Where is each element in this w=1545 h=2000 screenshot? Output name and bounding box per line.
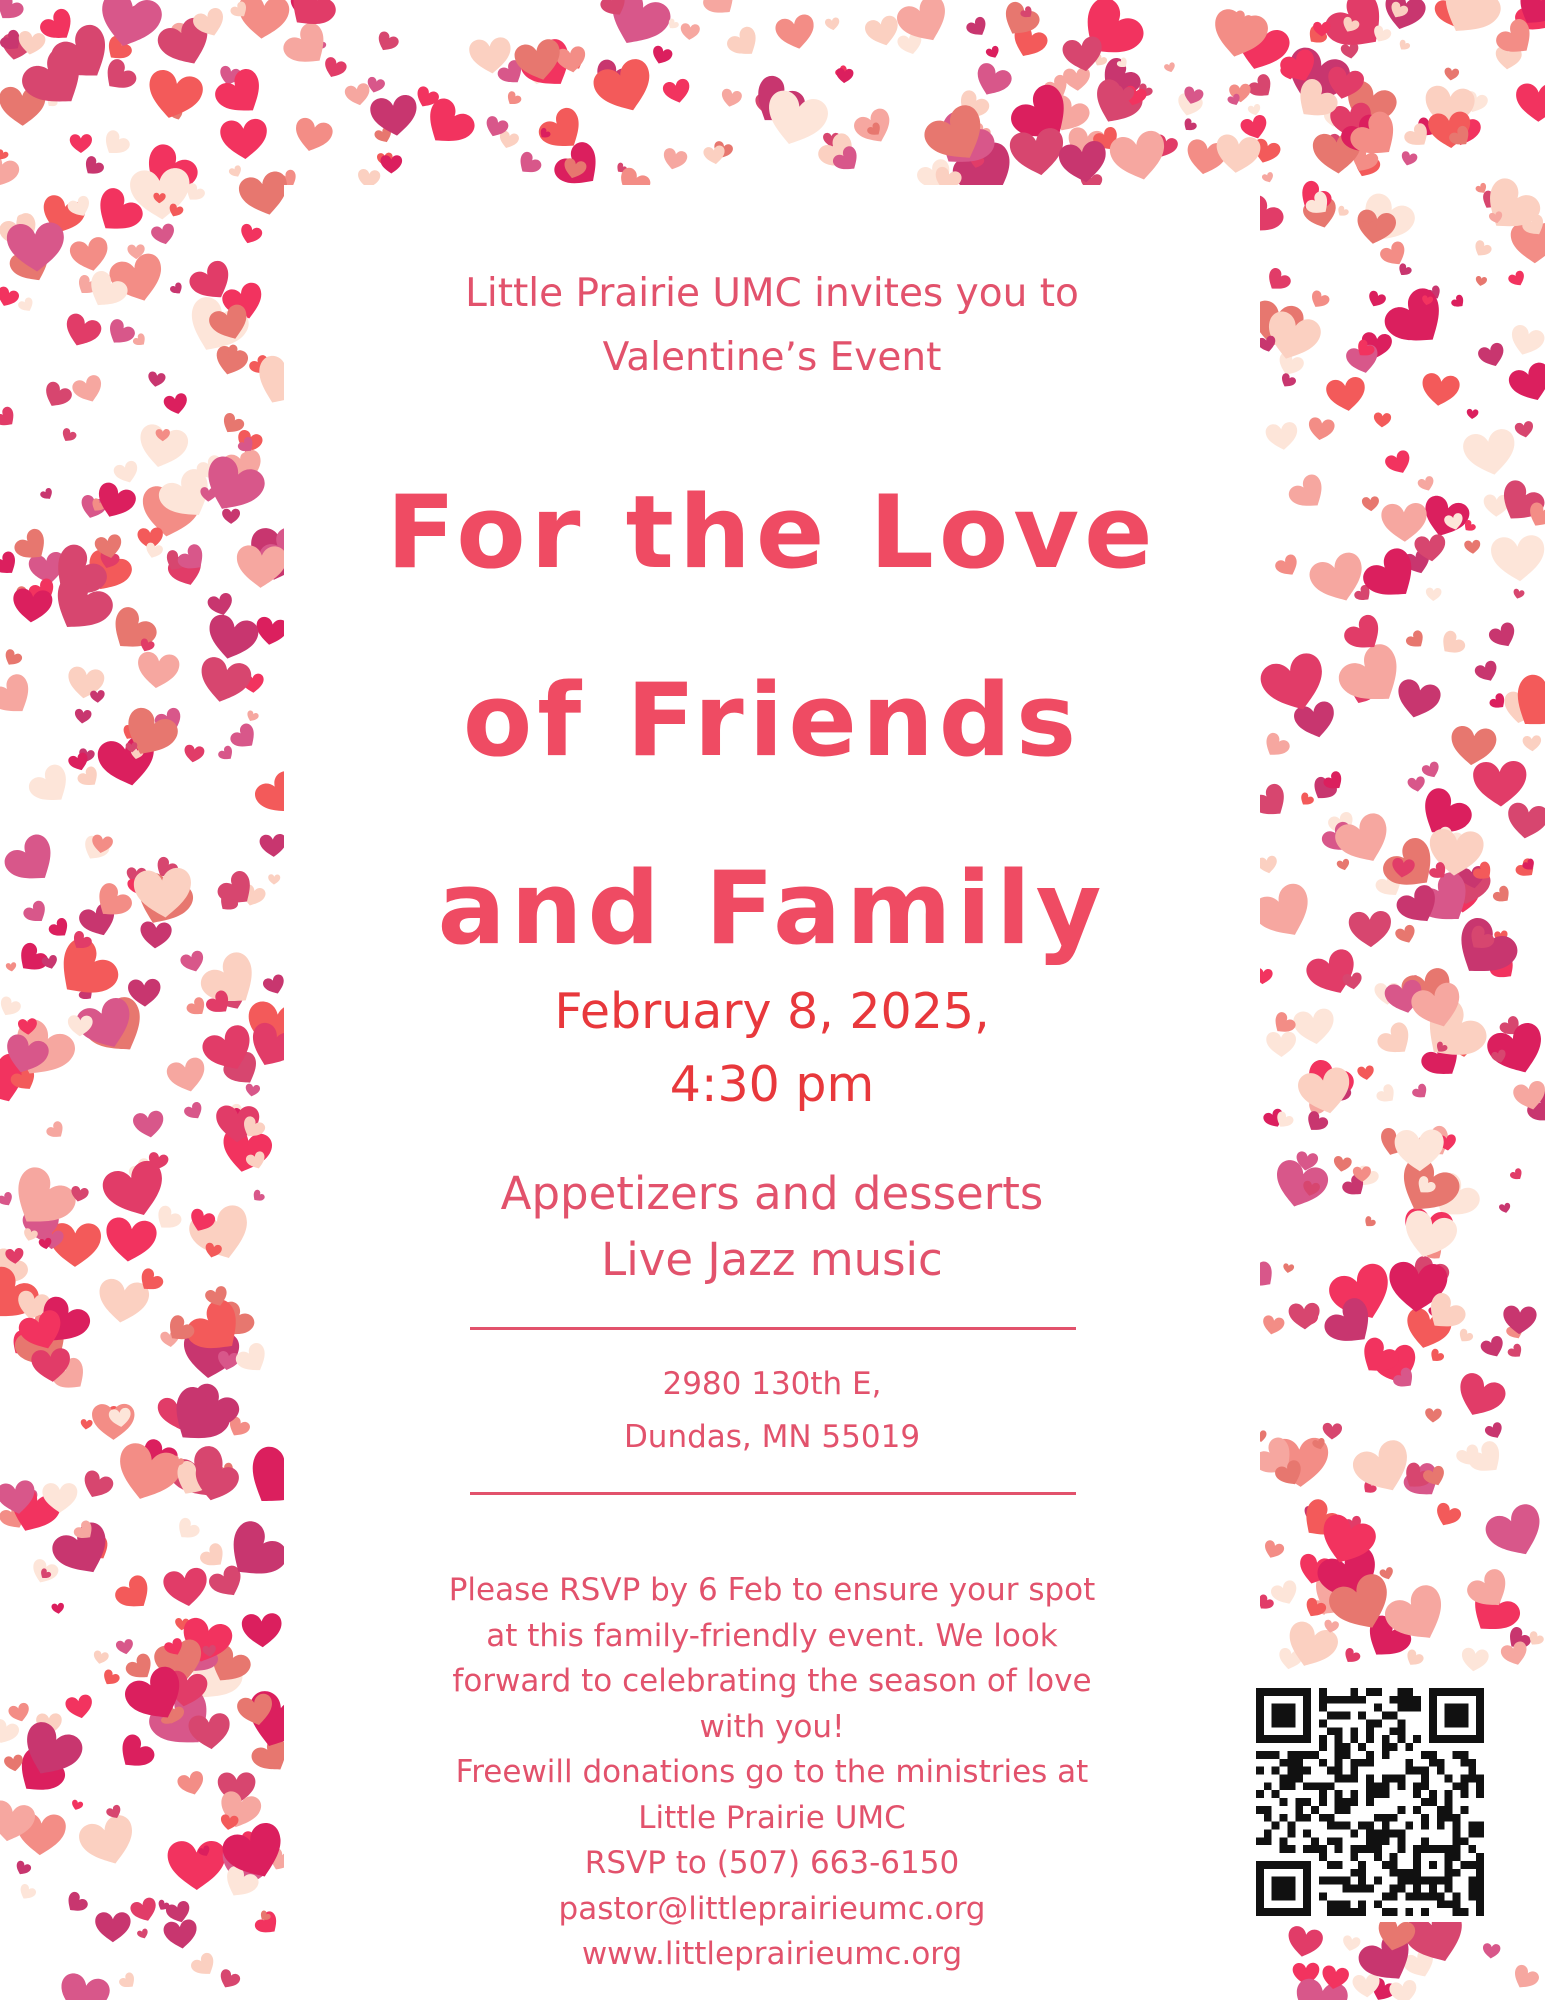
invitation-intro xyxy=(284,262,1260,390)
offering-food: Appetizers and desserts xyxy=(500,1167,1044,1220)
heart-icon xyxy=(1063,67,1092,92)
heart-icon xyxy=(649,44,673,67)
heart-icon xyxy=(1302,1109,1330,1136)
heart-icon xyxy=(195,655,254,708)
heart-icon xyxy=(17,296,36,314)
title-line-2: of Friends xyxy=(462,661,1082,779)
heart-icon xyxy=(1404,629,1428,652)
heart-icon xyxy=(3,1754,24,1773)
heart-icon xyxy=(80,154,106,179)
heart-icon xyxy=(724,24,764,63)
heart-icon xyxy=(103,603,161,660)
heart-icon xyxy=(136,1928,149,1941)
heart-icon xyxy=(1246,72,1278,103)
heart-icon xyxy=(1403,1648,1425,1669)
heart-icon xyxy=(1260,731,1292,762)
event-address xyxy=(284,1358,1260,1464)
heart-icon xyxy=(1407,776,1426,793)
heart-icon xyxy=(680,23,701,41)
heart-icon xyxy=(1292,1007,1337,1046)
heart-icon xyxy=(1506,360,1545,407)
heart-icon xyxy=(1380,0,1428,34)
heart-icon xyxy=(179,949,207,975)
heart-icon xyxy=(1443,67,1459,81)
heart-icon xyxy=(169,281,185,296)
heart-icon xyxy=(47,916,73,941)
heart-icon xyxy=(1450,293,1467,310)
heart-icon xyxy=(25,761,77,812)
heart-icon xyxy=(237,222,263,246)
qr-code[interactable] xyxy=(1250,1682,1490,1922)
title-line-1: For the Love xyxy=(386,473,1158,591)
heart-icon xyxy=(1373,412,1391,428)
intro-line-2: Valentine’s Event xyxy=(602,335,942,380)
heart-icon xyxy=(139,921,172,949)
address-street: 2980 130th E, xyxy=(662,1366,882,1402)
rsvp-line-2: at this family-friendly event. We look xyxy=(486,1617,1058,1654)
heart-icon xyxy=(1379,283,1456,358)
heart-icon xyxy=(504,90,523,108)
heart-icon xyxy=(1466,1438,1509,1481)
heart-icon xyxy=(1394,923,1418,946)
heart-icon xyxy=(662,78,693,106)
heart-icon xyxy=(60,311,104,352)
heart-icon xyxy=(198,1541,230,1573)
heart-icon xyxy=(1399,150,1418,167)
heart-icon xyxy=(774,13,818,53)
heart-icon xyxy=(112,1731,157,1776)
heart-icon xyxy=(211,65,272,125)
heart-icon xyxy=(1451,1370,1509,1424)
heart-icon xyxy=(135,422,191,472)
heart-icon xyxy=(98,56,139,97)
heart-icon xyxy=(1285,471,1331,516)
heart-icon xyxy=(129,1896,161,1925)
heart-icon xyxy=(1322,1423,1342,1440)
heart-icon xyxy=(0,1191,15,1209)
heart-icon xyxy=(115,1638,134,1655)
heart-icon xyxy=(45,1120,68,1143)
heart-icon xyxy=(1506,1342,1525,1361)
heart-icon xyxy=(70,1799,84,1812)
heart-icon xyxy=(1425,1408,1442,1423)
heart-icon xyxy=(1461,427,1520,480)
heart-icon xyxy=(173,1516,202,1544)
heart-icon xyxy=(1239,113,1271,142)
heart-icon xyxy=(168,1841,226,1890)
heart-icon xyxy=(1341,1935,1361,1953)
heart-icon xyxy=(253,1909,283,1939)
rsvp-line-1: Please RSVP by 6 Feb to ensure your spot xyxy=(448,1572,1096,1608)
heart-icon xyxy=(112,459,141,486)
heart-icon xyxy=(1394,1129,1444,1172)
heart-icon xyxy=(1411,1082,1431,1102)
heart-icon xyxy=(189,1951,220,1981)
heart-icon xyxy=(1,648,23,669)
heart-icon xyxy=(95,1912,130,1942)
heart-icon xyxy=(514,150,544,179)
heart-icon xyxy=(132,1110,166,1140)
heart-icon xyxy=(13,1860,32,1878)
heart-icon xyxy=(1181,117,1198,134)
heart-icon xyxy=(1214,133,1262,175)
heart-icon xyxy=(74,708,92,724)
heart-icon xyxy=(1325,376,1368,414)
heart-icon xyxy=(117,1971,138,1992)
heart-icon xyxy=(1449,725,1498,768)
heart-icon xyxy=(203,612,260,664)
heart-icon xyxy=(1509,1167,1525,1183)
heart-icon xyxy=(165,1056,209,1096)
heart-icon xyxy=(1061,35,1105,75)
heart-icon xyxy=(1427,1347,1445,1365)
heart-icon xyxy=(222,509,240,524)
event-offerings xyxy=(284,1161,1260,1293)
heart-icon xyxy=(1357,1065,1375,1081)
heart-icon xyxy=(1432,1501,1463,1530)
heart-icon xyxy=(0,830,64,893)
heart-icon xyxy=(56,1971,112,2000)
heart-icon xyxy=(216,1968,242,1992)
heart-icon xyxy=(206,592,235,619)
heart-icon xyxy=(0,405,19,432)
heart-icon xyxy=(162,1566,211,1609)
heart-icon xyxy=(1335,205,1350,219)
heart-icon xyxy=(1505,801,1545,841)
heart-icon xyxy=(1471,239,1493,260)
heart-icon xyxy=(985,45,1001,60)
heart-icon xyxy=(143,67,206,124)
heart-icon xyxy=(1358,543,1426,610)
heart-icon xyxy=(183,1100,206,1122)
heart-icon xyxy=(1473,760,1528,807)
event-title xyxy=(284,438,1260,1002)
heart-icon xyxy=(64,1693,95,1720)
heart-icon xyxy=(1487,620,1520,652)
heart-icon xyxy=(1307,416,1336,442)
heart-icon xyxy=(1476,341,1508,370)
event-date: February 8, 2025, xyxy=(554,983,990,1040)
divider-top xyxy=(470,1327,1076,1330)
heart-icon xyxy=(1263,266,1293,296)
heart-icon xyxy=(150,222,177,247)
heart-icon xyxy=(0,670,39,723)
heart-icon xyxy=(176,1770,207,1799)
heart-icon xyxy=(824,17,840,31)
intro-line-1: Little Prairie UMC invites you to xyxy=(465,271,1079,316)
heart-icon xyxy=(1482,1943,1501,1959)
heart-icon xyxy=(1456,1327,1474,1345)
heart-icon xyxy=(51,1603,65,1615)
heart-icon xyxy=(59,427,78,445)
heart-icon xyxy=(1460,1647,1490,1673)
heart-icon xyxy=(1383,449,1414,478)
heart-icon xyxy=(1475,276,1488,287)
heart-icon xyxy=(1507,269,1528,289)
heart-icon xyxy=(1388,1979,1419,2000)
heart-icon xyxy=(1417,475,1437,493)
heart-icon xyxy=(1490,534,1545,583)
heart-icon xyxy=(103,1216,158,1264)
heart-icon xyxy=(1269,1157,1331,1213)
heart-icon xyxy=(245,710,260,724)
heart-icon xyxy=(1507,323,1545,360)
heart-icon xyxy=(1341,1647,1362,1667)
heart-icon xyxy=(17,1883,38,1903)
heart-icon xyxy=(291,116,335,156)
heart-icon xyxy=(90,690,105,703)
heart-icon xyxy=(183,744,205,764)
qr-code-icon xyxy=(1256,1688,1484,1916)
heart-icon xyxy=(250,1189,266,1205)
heart-icon xyxy=(1261,1539,1285,1561)
heart-icon xyxy=(863,14,902,50)
heart-icon xyxy=(1288,1302,1320,1330)
heart-icon xyxy=(1509,1963,1541,1994)
rsvp-details xyxy=(284,1568,1260,1978)
heart-icon xyxy=(1481,1500,1545,1566)
heart-icon xyxy=(374,30,401,55)
heart-icon xyxy=(1107,128,1170,185)
heart-icon xyxy=(1375,1082,1400,1107)
heart-icon xyxy=(1342,972,1363,991)
heart-icon xyxy=(1396,262,1413,278)
heart-icon xyxy=(241,1613,282,1648)
heart-icon xyxy=(1484,1421,1506,1442)
event-date-time xyxy=(284,975,1260,1121)
heart-icon xyxy=(1265,421,1300,452)
heart-icon xyxy=(0,0,26,26)
heart-icon xyxy=(39,487,55,502)
heart-icon xyxy=(1491,884,1514,906)
heart-icon xyxy=(103,317,137,350)
rsvp-phone: RSVP to (507) 663-6150 xyxy=(584,1845,960,1881)
heart-icon xyxy=(96,1277,151,1326)
heart-icon xyxy=(259,834,287,858)
heart-icon xyxy=(1436,628,1467,659)
donation-line-2: Little Prairie UMC xyxy=(638,1799,906,1836)
heart-icon xyxy=(244,1083,260,1097)
heart-icon xyxy=(40,380,74,413)
rsvp-line-4: with you! xyxy=(699,1708,845,1745)
heart-icon xyxy=(1247,103,1262,116)
rsvp-website[interactable]: www.littleprairieumc.org xyxy=(581,1936,963,1972)
heart-icon xyxy=(344,82,372,107)
rsvp-line-3: forward to celebrating the season of love xyxy=(452,1663,1092,1699)
heart-icon xyxy=(268,874,280,885)
heart-icon xyxy=(228,164,244,179)
heart-icon xyxy=(135,651,180,691)
heart-icon xyxy=(1514,420,1535,439)
heart-icon xyxy=(1340,42,1360,60)
heart-icon xyxy=(1498,1202,1511,1214)
donation-line-1: Freewill donations go to the ministries at xyxy=(455,1754,1089,1790)
rsvp-email[interactable]: pastor@littleprairieumc.org xyxy=(558,1890,986,1927)
heart-icon xyxy=(70,134,92,153)
heart-icon xyxy=(217,744,237,763)
heart-icon xyxy=(0,995,23,1020)
heart-icon xyxy=(1269,1579,1301,1609)
offering-music: Live Jazz music xyxy=(601,1233,943,1286)
heart-icon xyxy=(1362,1215,1377,1229)
heart-icon xyxy=(965,15,991,40)
divider-bottom xyxy=(470,1492,1076,1495)
heart-icon xyxy=(21,899,51,928)
heart-icon xyxy=(5,962,17,972)
heart-icon xyxy=(1266,1032,1296,1058)
heart-icon xyxy=(719,88,742,109)
heart-icon xyxy=(1362,496,1380,512)
heart-icon xyxy=(700,0,742,22)
heart-icon xyxy=(1516,83,1545,122)
heart-icon xyxy=(220,118,269,160)
heart-icon xyxy=(1421,760,1443,780)
heart-icon xyxy=(1374,1019,1418,1062)
heart-icon xyxy=(1261,1314,1286,1336)
heart-icon xyxy=(1332,1155,1352,1173)
heart-icon xyxy=(228,721,261,754)
heart-icon xyxy=(112,1572,157,1617)
heart-icon xyxy=(661,147,689,172)
heart-icon xyxy=(70,373,106,406)
heart-icon xyxy=(1307,289,1331,312)
heart-icon xyxy=(1282,1263,1294,1274)
heart-icon xyxy=(1285,1925,1325,1960)
heart-icon xyxy=(1306,549,1371,610)
heart-icon xyxy=(1348,911,1392,948)
heart-icon xyxy=(1333,638,1414,717)
heart-icon xyxy=(185,995,210,1019)
heart-icon xyxy=(1466,409,1478,420)
heart-icon xyxy=(1425,587,1441,601)
heart-icon xyxy=(1320,1965,1350,1992)
heart-icon xyxy=(1464,540,1481,555)
heart-icon xyxy=(1445,912,1523,988)
heart-icon xyxy=(99,128,132,161)
heart-icon xyxy=(1473,659,1501,685)
heart-icon xyxy=(1336,858,1351,872)
heart-icon xyxy=(1261,171,1275,184)
heart-icon xyxy=(163,1919,199,1951)
heart-icon xyxy=(1522,735,1542,752)
heart-icon xyxy=(0,1717,21,1747)
heart-icon xyxy=(1278,372,1297,390)
heart-icon xyxy=(0,149,9,162)
heart-icon xyxy=(1298,791,1316,808)
title-line-3: and Family xyxy=(437,849,1107,967)
heart-icon xyxy=(1273,553,1302,581)
heart-icon xyxy=(1397,39,1411,53)
heart-icon xyxy=(80,1419,93,1430)
heart-icon xyxy=(76,1812,141,1872)
heart-icon xyxy=(1366,289,1388,309)
heart-icon xyxy=(62,1890,90,1917)
event-time: 4:30 pm xyxy=(669,1056,875,1113)
heart-icon xyxy=(7,1702,32,1724)
heart-icon xyxy=(100,1668,121,1689)
heart-icon xyxy=(163,392,190,416)
heart-icon xyxy=(1393,677,1443,722)
heart-icon xyxy=(1420,372,1461,408)
heart-icon xyxy=(321,56,348,81)
heart-icon xyxy=(92,1650,110,1666)
address-city: Dundas, MN 55019 xyxy=(623,1419,921,1455)
heart-icon xyxy=(971,61,1015,102)
heart-icon xyxy=(1512,588,1525,600)
heart-icon xyxy=(188,1712,232,1751)
heart-icon xyxy=(1479,1334,1507,1361)
heart-icon xyxy=(147,371,167,388)
heart-icon xyxy=(1163,62,1176,74)
heart-icon xyxy=(78,1468,115,1503)
heart-icon xyxy=(0,285,21,310)
heart-icon xyxy=(68,235,112,274)
